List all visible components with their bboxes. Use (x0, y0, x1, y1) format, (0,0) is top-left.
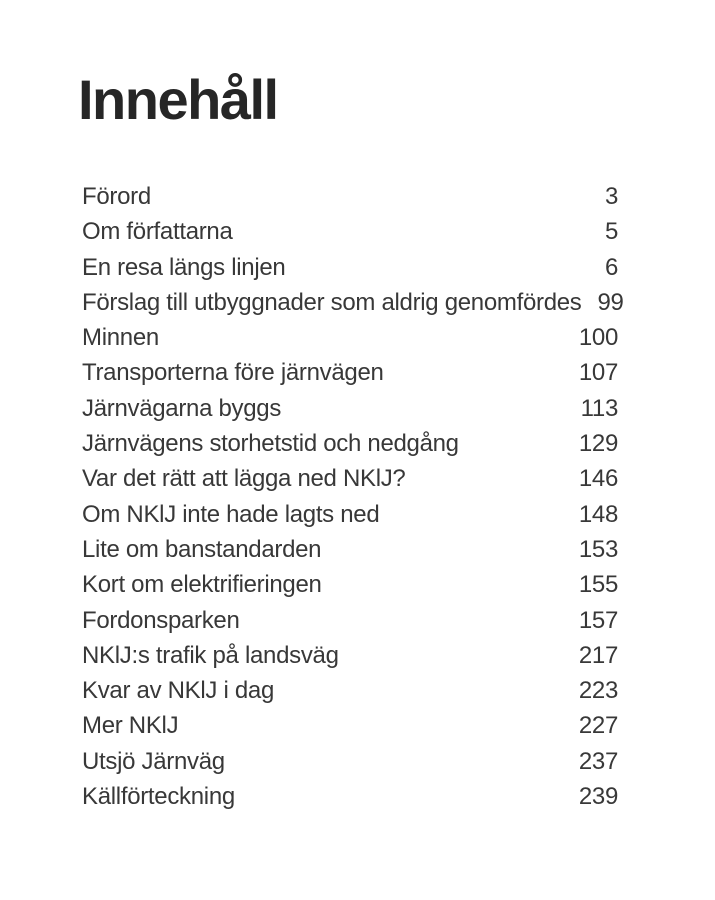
toc-entry (82, 744, 618, 779)
toc-entry-title: Kvar av NKlJ i dag (82, 677, 275, 705)
toc-entry (82, 567, 618, 602)
toc-entry-page: 239 (578, 783, 618, 811)
toc-entry (82, 391, 618, 426)
page-title: Innehåll (78, 68, 278, 131)
toc-entry-title: En resa längs linjen (82, 253, 286, 281)
toc-entry-title: Källförteckning (82, 783, 235, 811)
toc-entry-title: Minnen (82, 324, 159, 352)
toc-entry (82, 355, 618, 390)
toc-entry-page: 237 (578, 747, 618, 775)
toc-entry-title: Lite om banstandarden (82, 535, 322, 563)
toc-entry (82, 214, 618, 249)
toc-entry-page: 99 (597, 288, 624, 316)
toc-entry-page: 113 (580, 394, 618, 422)
toc-entry (82, 603, 618, 638)
toc-entry-page: 146 (578, 465, 618, 493)
toc-entry (82, 497, 618, 532)
toc-entry (82, 532, 618, 567)
toc-entry-page: 217 (578, 641, 618, 669)
toc-entry (82, 779, 618, 814)
toc-entry-title: Om NKlJ inte hade lagts ned (82, 500, 380, 528)
toc-entry (82, 638, 618, 673)
toc-entry-title: NKlJ:s trafik på landsväg (82, 641, 339, 669)
toc-entry (82, 426, 618, 461)
toc-entry-page: 129 (578, 430, 618, 458)
toc-entry-title: Utsjö Järnväg (82, 747, 225, 775)
toc-entry (82, 673, 618, 708)
toc-entry-title: Var det rätt att lägga ned NKlJ? (82, 465, 406, 493)
toc-entry (82, 179, 618, 214)
toc-entry (82, 461, 618, 496)
toc-entry-page: 5 (604, 218, 618, 246)
toc-entry-title: Kort om elektrifieringen (82, 571, 322, 599)
toc-entry (82, 250, 618, 285)
toc-entry-page: 100 (578, 324, 618, 352)
toc-entry-title: Förslag till utbyggnader som aldrig genomfördes (82, 288, 582, 316)
toc-entry (82, 708, 618, 743)
toc-entry-title: Transporterna före järnvägen (82, 359, 384, 387)
toc-entry (82, 320, 618, 355)
toc-entry-page: 153 (578, 535, 618, 563)
toc-entry-title: Mer NKlJ (82, 712, 179, 740)
toc-entry-page: 107 (578, 359, 618, 387)
toc-entry (82, 285, 624, 320)
toc-entry-page: 223 (578, 677, 618, 705)
toc-entry-title: Om författarna (82, 218, 233, 246)
toc-entry-page: 227 (578, 712, 618, 740)
toc-entry-title: Förord (82, 183, 151, 210)
toc-entry-title: Järnvägens storhetstid och nedgång (82, 430, 459, 458)
toc-entry-title: Järnvägarna byggs (82, 394, 282, 422)
toc-entry-page: 6 (604, 253, 618, 281)
toc-list (82, 179, 624, 814)
toc-entry-page: 155 (578, 571, 618, 599)
toc-entry-page: 148 (578, 500, 618, 528)
toc-entry-page: 157 (578, 606, 618, 634)
toc-entry-title: Fordonsparken (82, 606, 240, 634)
toc-entry-page: 3 (604, 183, 618, 210)
